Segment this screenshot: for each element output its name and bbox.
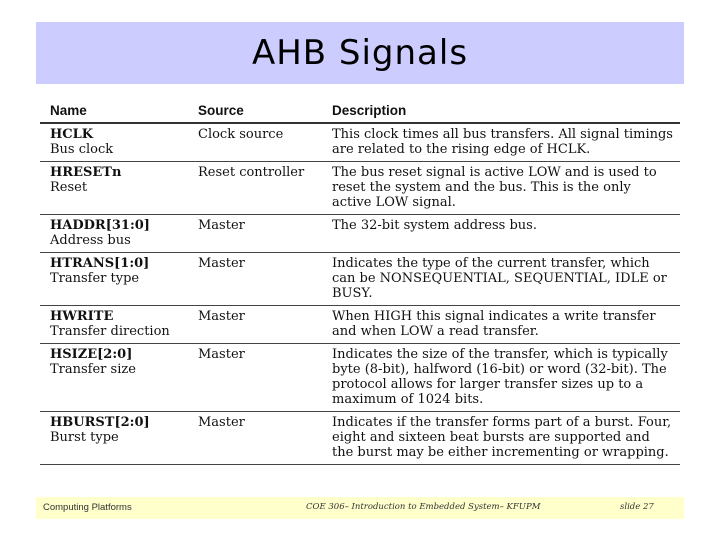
description-cell: This clock times all bus transfers. All signal timings are related to the rising edge of HCLK.	[322, 123, 680, 162]
table-row	[40, 344, 680, 412]
source-cell: Clock source	[188, 123, 322, 162]
description-cell: When HIGH this signal indicates a write transfer and when LOW a read transfer.	[322, 306, 680, 344]
signal-name: HADDR[31:0]	[50, 218, 150, 233]
signal-subtitle: Burst type	[50, 430, 119, 445]
slide-title: AHB Signals	[251, 33, 469, 73]
description-cell: The 32-bit system address bus.	[322, 215, 680, 253]
signals-table-area	[40, 100, 680, 465]
signal-name: HRESETn	[50, 165, 122, 180]
source-cell: Master	[188, 344, 322, 412]
signal-name: HWRITE	[50, 309, 114, 324]
signal-subtitle: Transfer direction	[50, 324, 170, 339]
description-cell: Indicates if the transfer forms part of a burst. Four, eight and sixteen beat bursts are supported and the burst may be either incrementing or wrapping.	[322, 412, 680, 465]
signal-name: HBURST[2:0]	[50, 415, 150, 430]
footer-course-name: Computing Platforms	[43, 502, 132, 513]
source-cell: Master	[188, 412, 322, 465]
table-row	[40, 162, 680, 215]
signal-subtitle: Transfer type	[50, 271, 140, 286]
signal-cell	[40, 344, 188, 412]
signals-table	[40, 100, 680, 465]
signal-subtitle: Transfer size	[50, 362, 136, 377]
signal-cell	[40, 306, 188, 344]
signal-name: HCLK	[50, 127, 94, 142]
table-row	[40, 412, 680, 465]
source-cell: Master	[188, 215, 322, 253]
signal-cell	[40, 253, 188, 306]
footer-course-code: COE 306– Introduction to Embedded System– KFUPM	[306, 502, 541, 512]
signal-cell	[40, 412, 188, 465]
table-row	[40, 215, 680, 253]
description-cell: The bus reset signal is active LOW and is used to reset the system and the bus. This is the only active LOW signal.	[322, 162, 680, 215]
header-source: Source	[188, 100, 322, 123]
signal-cell	[40, 123, 188, 162]
footer-slide-number: slide 27	[620, 502, 654, 512]
header-description: Description	[322, 100, 680, 123]
footer-bar	[36, 497, 684, 519]
table-row	[40, 306, 680, 344]
signal-name: HSIZE[2:0]	[50, 347, 133, 362]
signal-name: HTRANS[1:0]	[50, 256, 150, 271]
source-cell: Reset controller	[188, 162, 322, 215]
source-cell: Master	[188, 253, 322, 306]
table-row	[40, 253, 680, 306]
header-name: Name	[40, 100, 188, 123]
source-cell: Master	[188, 306, 322, 344]
signal-cell	[40, 162, 188, 215]
signal-subtitle: Reset	[50, 180, 88, 195]
table-header-row	[40, 100, 680, 123]
signal-subtitle: Bus clock	[50, 142, 114, 157]
title-bar	[36, 22, 684, 84]
table-row	[40, 123, 680, 162]
signal-subtitle: Address bus	[50, 233, 131, 248]
description-cell: Indicates the type of the current transfer, which can be NONSEQUENTIAL, SEQUENTIAL, IDLE or BUSY.	[322, 253, 680, 306]
signal-cell	[40, 215, 188, 253]
description-cell: Indicates the size of the transfer, which is typically byte (8-bit), halfword (16-bit) or word (32-bit). The protocol allows for larger transfer sizes up to a maximum of 1024 bits.	[322, 344, 680, 412]
